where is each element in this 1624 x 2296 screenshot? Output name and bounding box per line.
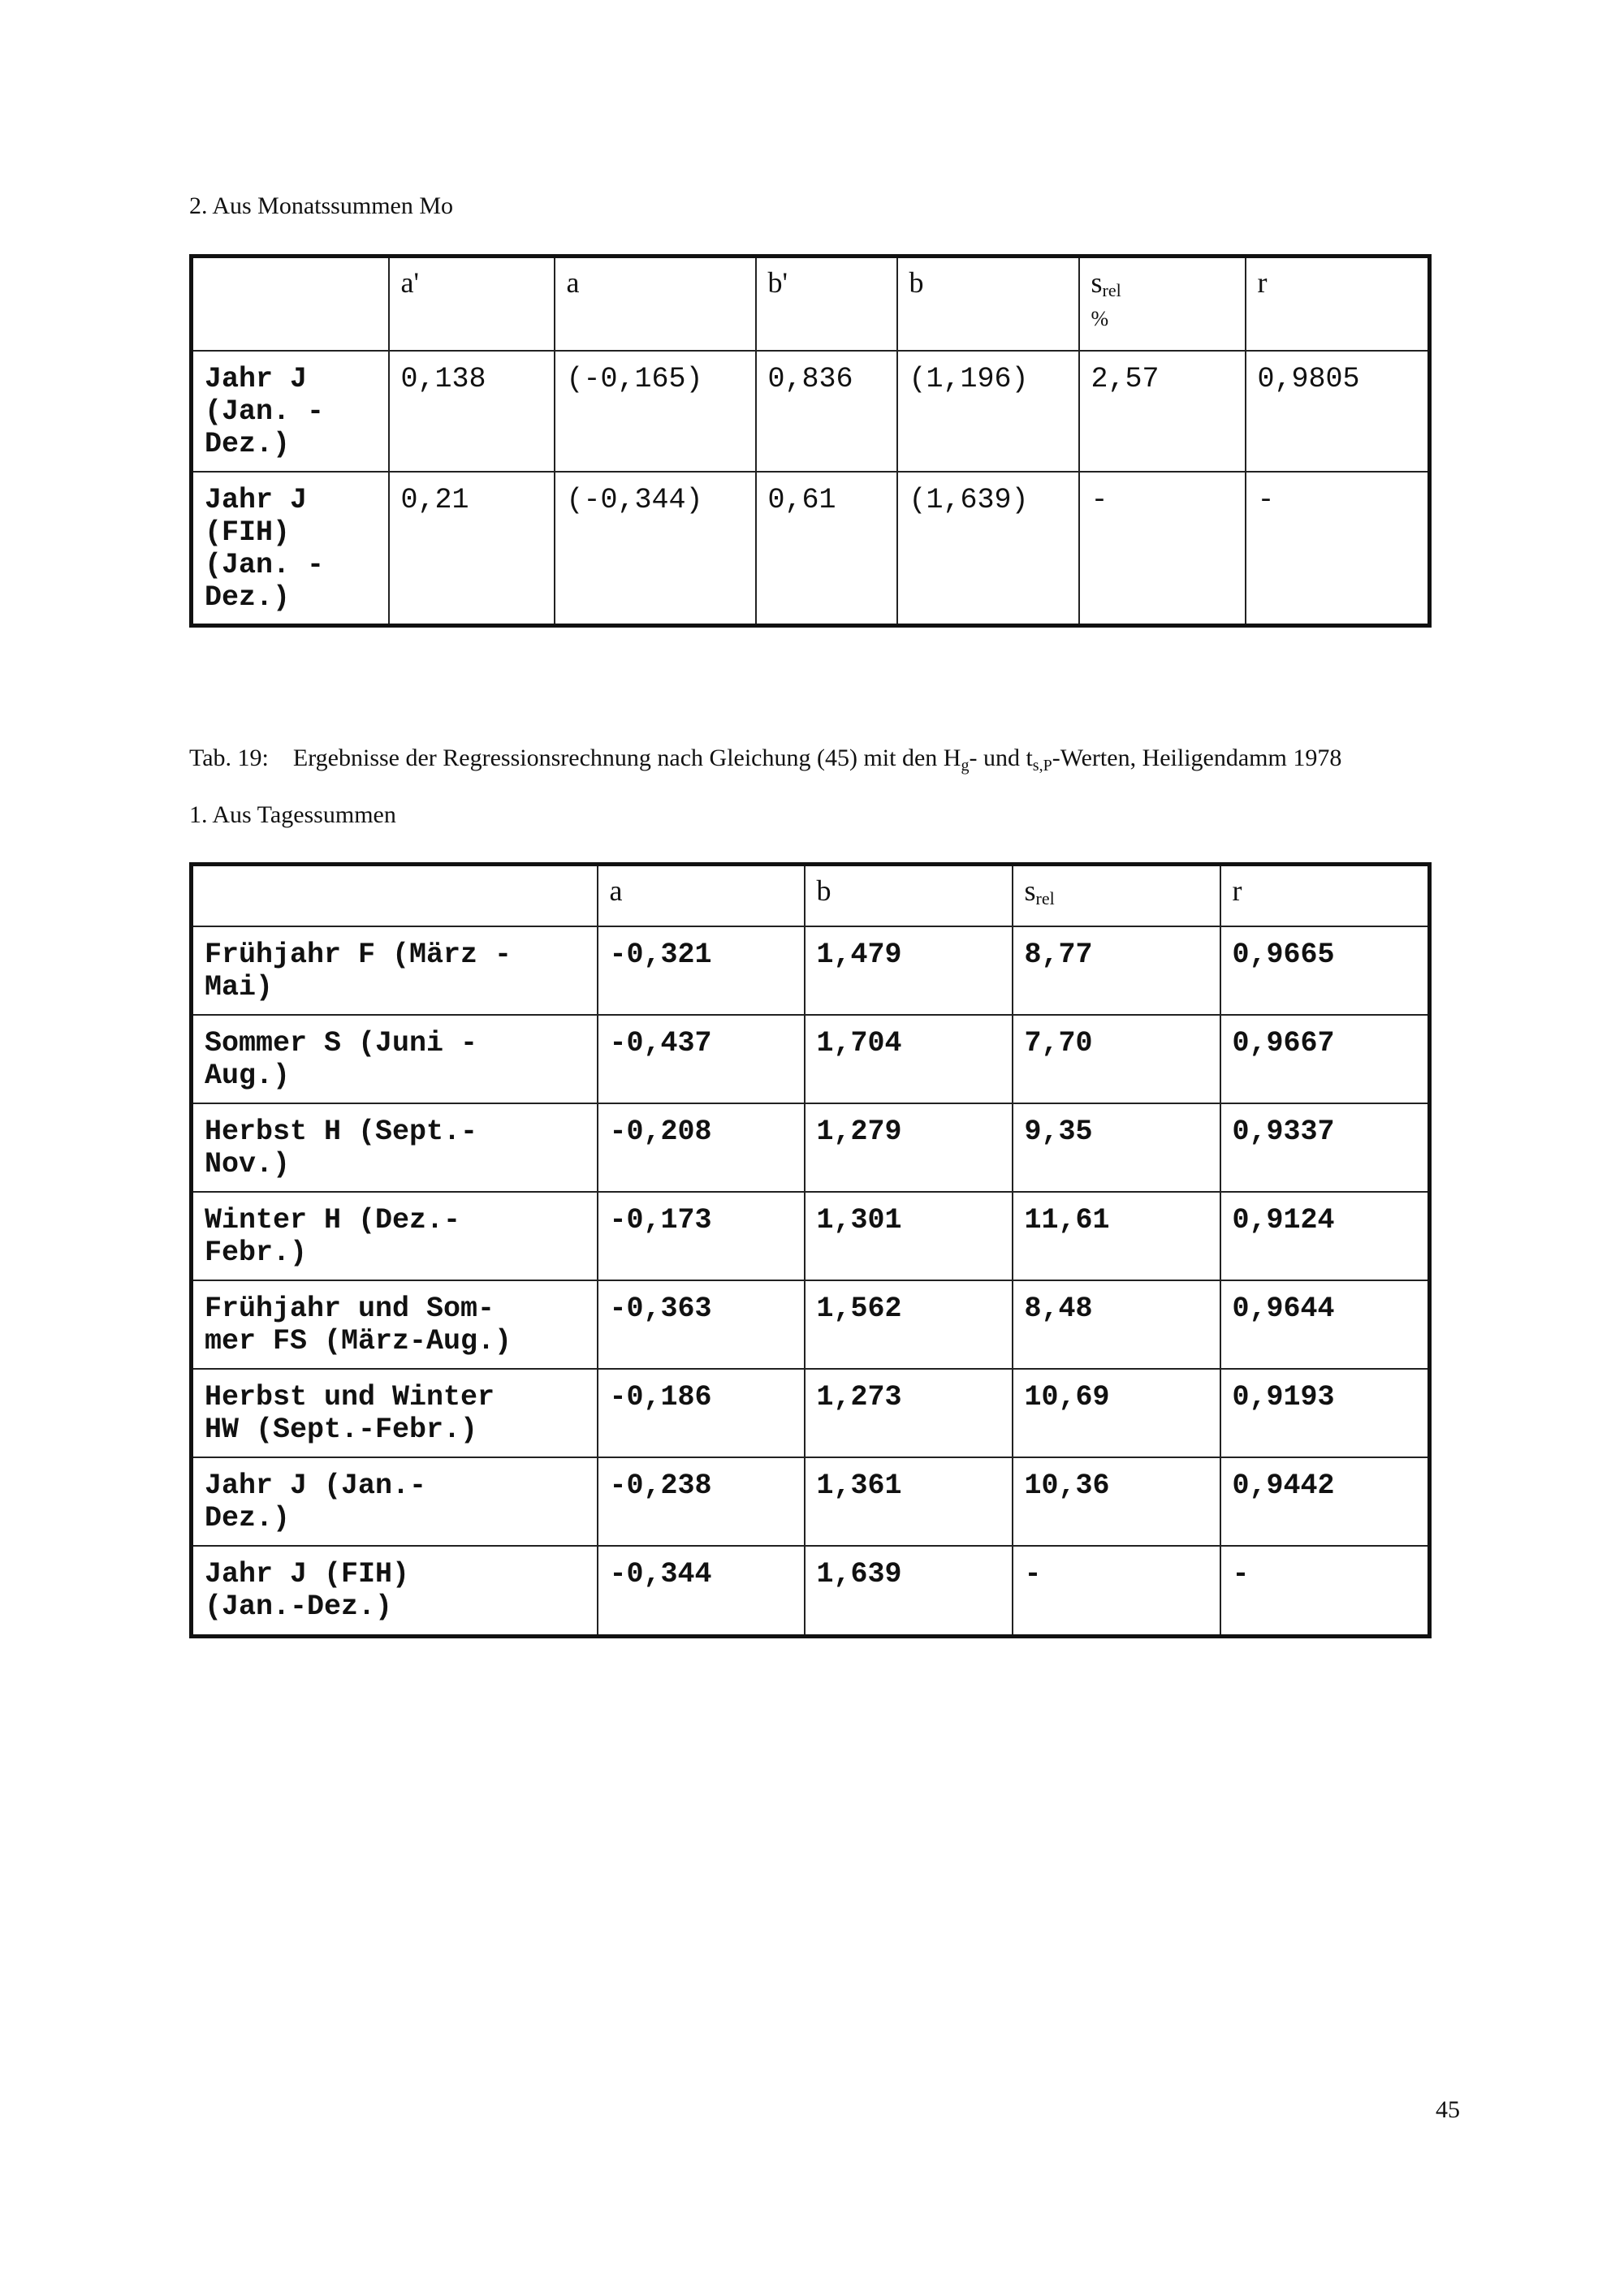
- caption-label: Tab. 19:: [189, 744, 269, 771]
- header-r: r: [1220, 865, 1430, 926]
- cell-r: 0,9667: [1220, 1015, 1430, 1103]
- cell-b: 1,639: [805, 1546, 1013, 1637]
- cell-a: -0,321: [598, 926, 805, 1015]
- page-number: 45: [1436, 2096, 1460, 2123]
- header-a-prime: a': [389, 257, 555, 351]
- caption-hg-subscript: g: [961, 757, 970, 775]
- caption-text: Ergebnisse der Regressionsrechnung nach Gleichung (45) mit den H: [292, 744, 961, 771]
- cell-r: 0,9805: [1246, 351, 1430, 472]
- row-label: Jahr J (Jan.- Dez.): [192, 1457, 598, 1546]
- cell-a-prime: 0,138: [389, 351, 555, 472]
- row-label: Frühjahr und Som- mer FS (März-Aug.): [192, 1280, 598, 1369]
- header-empty: [192, 865, 598, 926]
- cell-r: 0,9124: [1220, 1192, 1430, 1280]
- cell-a: -0,344: [598, 1546, 805, 1637]
- header-r: r: [1246, 257, 1430, 351]
- table-row: [192, 1103, 1430, 1192]
- caption-text-end: -Werten, Heiligendamm 1978: [1052, 744, 1342, 771]
- table-row: [192, 1369, 1430, 1457]
- header-empty: [192, 257, 389, 351]
- cell-srel: 10,69: [1013, 1369, 1220, 1457]
- cell-r: 0,9644: [1220, 1280, 1430, 1369]
- cell-srel: -: [1079, 472, 1246, 626]
- row-label: Jahr J (Jan. - Dez.): [192, 351, 389, 472]
- cell-r: 0,9442: [1220, 1457, 1430, 1546]
- header-b-prime: b': [756, 257, 897, 351]
- row-label: Herbst und Winter HW (Sept.-Febr.): [192, 1369, 598, 1457]
- srel-symbol: s: [1024, 874, 1036, 907]
- table-caption: [189, 744, 1342, 775]
- row-label: Jahr J (FIH) (Jan.-Dez.): [192, 1546, 598, 1637]
- cell-srel: 9,35: [1013, 1103, 1220, 1192]
- srel-symbol: s: [1091, 266, 1103, 299]
- srel-unit: %: [1091, 307, 1109, 330]
- table-row: [192, 1457, 1430, 1546]
- cell-b-prime: 0,836: [756, 351, 897, 472]
- table-header-row: [192, 257, 1430, 351]
- header-srel: [1079, 257, 1246, 351]
- header-a: a: [555, 257, 756, 351]
- cell-a: -0,238: [598, 1457, 805, 1546]
- cell-r: 0,9337: [1220, 1103, 1430, 1192]
- cell-srel: 2,57: [1079, 351, 1246, 472]
- table-row: [192, 1280, 1430, 1369]
- srel-subscript: rel: [1102, 280, 1121, 300]
- caption-text-middle: - und t: [969, 744, 1033, 771]
- cell-b: (1,639): [897, 472, 1079, 626]
- cell-b: 1,704: [805, 1015, 1013, 1103]
- table-row: [192, 1015, 1430, 1103]
- cell-srel: 8,77: [1013, 926, 1220, 1015]
- cell-srel: 11,61: [1013, 1192, 1220, 1280]
- cell-a: (-0,165): [555, 351, 756, 472]
- cell-a: -0,186: [598, 1369, 805, 1457]
- table-monthly-sums: [189, 254, 1432, 628]
- cell-b: 1,562: [805, 1280, 1013, 1369]
- table-daily-sums: [189, 862, 1432, 1638]
- cell-a: -0,363: [598, 1280, 805, 1369]
- section-heading-monthly: 2. Aus Monatssummen Mo: [189, 192, 454, 219]
- cell-a: -0,208: [598, 1103, 805, 1192]
- row-label: Winter H (Dez.- Febr.): [192, 1192, 598, 1280]
- header-srel: [1013, 865, 1220, 926]
- cell-a: -0,437: [598, 1015, 805, 1103]
- cell-srel: 8,48: [1013, 1280, 1220, 1369]
- cell-a-prime: 0,21: [389, 472, 555, 626]
- table-header-row: [192, 865, 1430, 926]
- cell-r: -: [1220, 1546, 1430, 1637]
- cell-a: (-0,344): [555, 472, 756, 626]
- row-label: Frühjahr F (März - Mai): [192, 926, 598, 1015]
- cell-r: 0,9193: [1220, 1369, 1430, 1457]
- row-label: Jahr J (FIH) (Jan. - Dez.): [192, 472, 389, 626]
- cell-r: -: [1246, 472, 1430, 626]
- cell-b: (1,196): [897, 351, 1079, 472]
- cell-r: 0,9665: [1220, 926, 1430, 1015]
- srel-subscript: rel: [1035, 888, 1055, 908]
- header-b: b: [897, 257, 1079, 351]
- cell-b-prime: 0,61: [756, 472, 897, 626]
- cell-b: 1,479: [805, 926, 1013, 1015]
- table-row: [192, 926, 1430, 1015]
- cell-a: -0,173: [598, 1192, 805, 1280]
- cell-srel: 7,70: [1013, 1015, 1220, 1103]
- table-row: [192, 351, 1430, 472]
- row-label: Herbst H (Sept.- Nov.): [192, 1103, 598, 1192]
- cell-srel: 10,36: [1013, 1457, 1220, 1546]
- cell-b: 1,301: [805, 1192, 1013, 1280]
- section-heading-daily: 1. Aus Tagessummen: [189, 801, 396, 828]
- cell-b: 1,361: [805, 1457, 1013, 1546]
- table-row: [192, 1192, 1430, 1280]
- cell-b: 1,273: [805, 1369, 1013, 1457]
- header-b: b: [805, 865, 1013, 926]
- header-a: a: [598, 865, 805, 926]
- table-row: [192, 1546, 1430, 1637]
- caption-tsp-subscript: s,P: [1032, 757, 1052, 775]
- cell-srel: -: [1013, 1546, 1220, 1637]
- row-label: Sommer S (Juni - Aug.): [192, 1015, 598, 1103]
- table-row: [192, 472, 1430, 626]
- cell-b: 1,279: [805, 1103, 1013, 1192]
